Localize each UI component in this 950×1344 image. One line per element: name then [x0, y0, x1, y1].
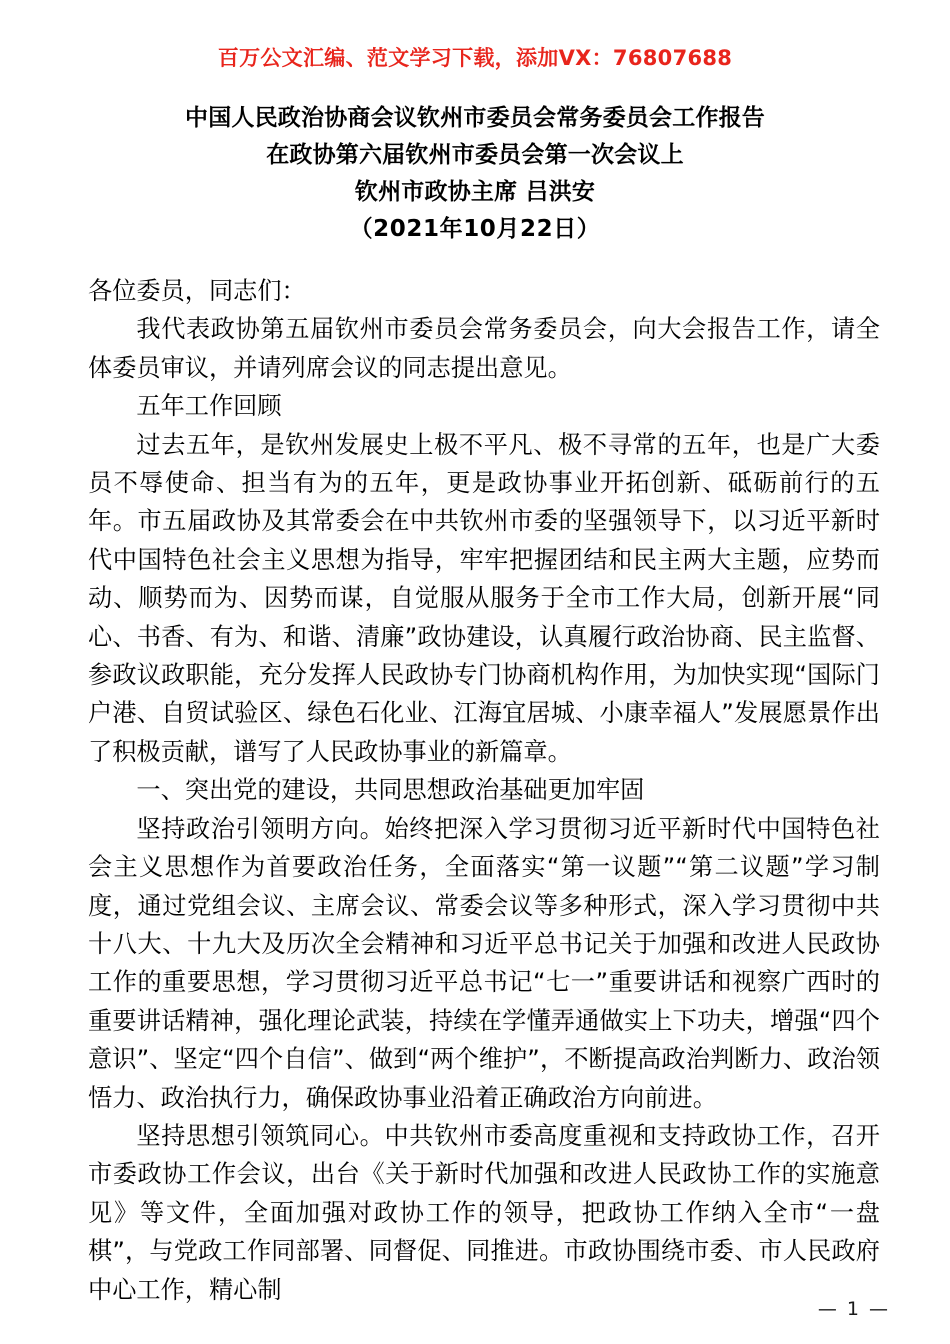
body-paragraph-intro: 我代表政协第五届钦州市委员会常务委员会，向大会报告工作，请全体委员审议，并请列席会议的同志提出意见。 [88, 315, 880, 382]
salutation-line: 各位委员，同志们： [88, 277, 306, 305]
document-body [88, 272, 880, 1309]
body-paragraph-review: 过去五年，是钦州发展史上极不平凡、极不寻常的五年，也是广大委员不辱使命、担当有为的五年，更是政协事业开拓创新、砥砺前行的五年。市五届政协及其常委会在中共钦州市委的坚强领导下，以习近平新时代中国特色社会主义思想为指导，牢牢把握团结和民主两大主题，应势而动、顺势而为、因势而谋，自觉服从服务于全市工作大局，创新开展“同心、书香、有为、和谐、清廉”政协建设，认真履行政治协商、民主监督、参政议政职能，充分发挥人民政协专门协商机构作用，为加快实现“国际门户港、自贸试验区、绿色石化业、江海宜居城、小康幸福人”发展愿景作出了积极贡献，谱写了人民政协事业的新篇章。 [88, 430, 880, 766]
document-title-occasion: 在政协第六届钦州市委员会第一次会议上 [266, 142, 684, 168]
body-heading-section-one: 一、突出党的建设，共同思想政治基础更加牢固 [136, 776, 645, 805]
body-paragraph-ideological-guidance: 坚持思想引领筑同心。中共钦州市委高度重视和支持政协工作，召开市委政协工作会议，出台《关于新时代加强和改进人民政协工作的实施意见》等文件，全面加强对政协工作的领导，把政协工作纳入全市“一盘棋”，与党政工作同部署、同督促、同推进。市政协围绕市委、市人民政府中心工作，精心制 [88, 1121, 880, 1304]
promo-banner-text: 百万公文汇编、范文学习下载，添加VX：76807688 [217, 46, 733, 70]
document-title-main: 中国人民政治协商会议钦州市委员会常务委员会工作报告 [185, 105, 765, 131]
body-heading-five-year-review: 五年工作回顾 [136, 392, 282, 421]
document-title-block [0, 100, 950, 248]
document-title-date: （2021年10月22日） [349, 216, 601, 242]
document-title-speaker: 钦州市政协主席 吕洪安 [354, 179, 596, 205]
body-paragraph-political-guidance: 坚持政治引领明方向。始终把深入学习贯彻习近平新时代中国特色社会主义思想作为首要政治任务，全面落实“第一议题”“第二议题”学习制度，通过党组会议、主席会议、常委会议等多种形式，深入学习贯彻中共十八大、十九大及历次全会精神和习近平总书记关于加强和改进人民政协工作的重要思想，学习贯彻习近平总书记“七一”重要讲话和视察广西时的重要讲话精神，强化理论武装，持续在学懂弄通做实上下功夫，增强“四个意识”、坚定“四个自信”、做到“两个维护”，不断提高政治判断力、政治领悟力、政治执行力，确保政协事业沿着正确政治方向前进。 [88, 814, 880, 1112]
page-number-footer: — 1 — [817, 1298, 890, 1320]
